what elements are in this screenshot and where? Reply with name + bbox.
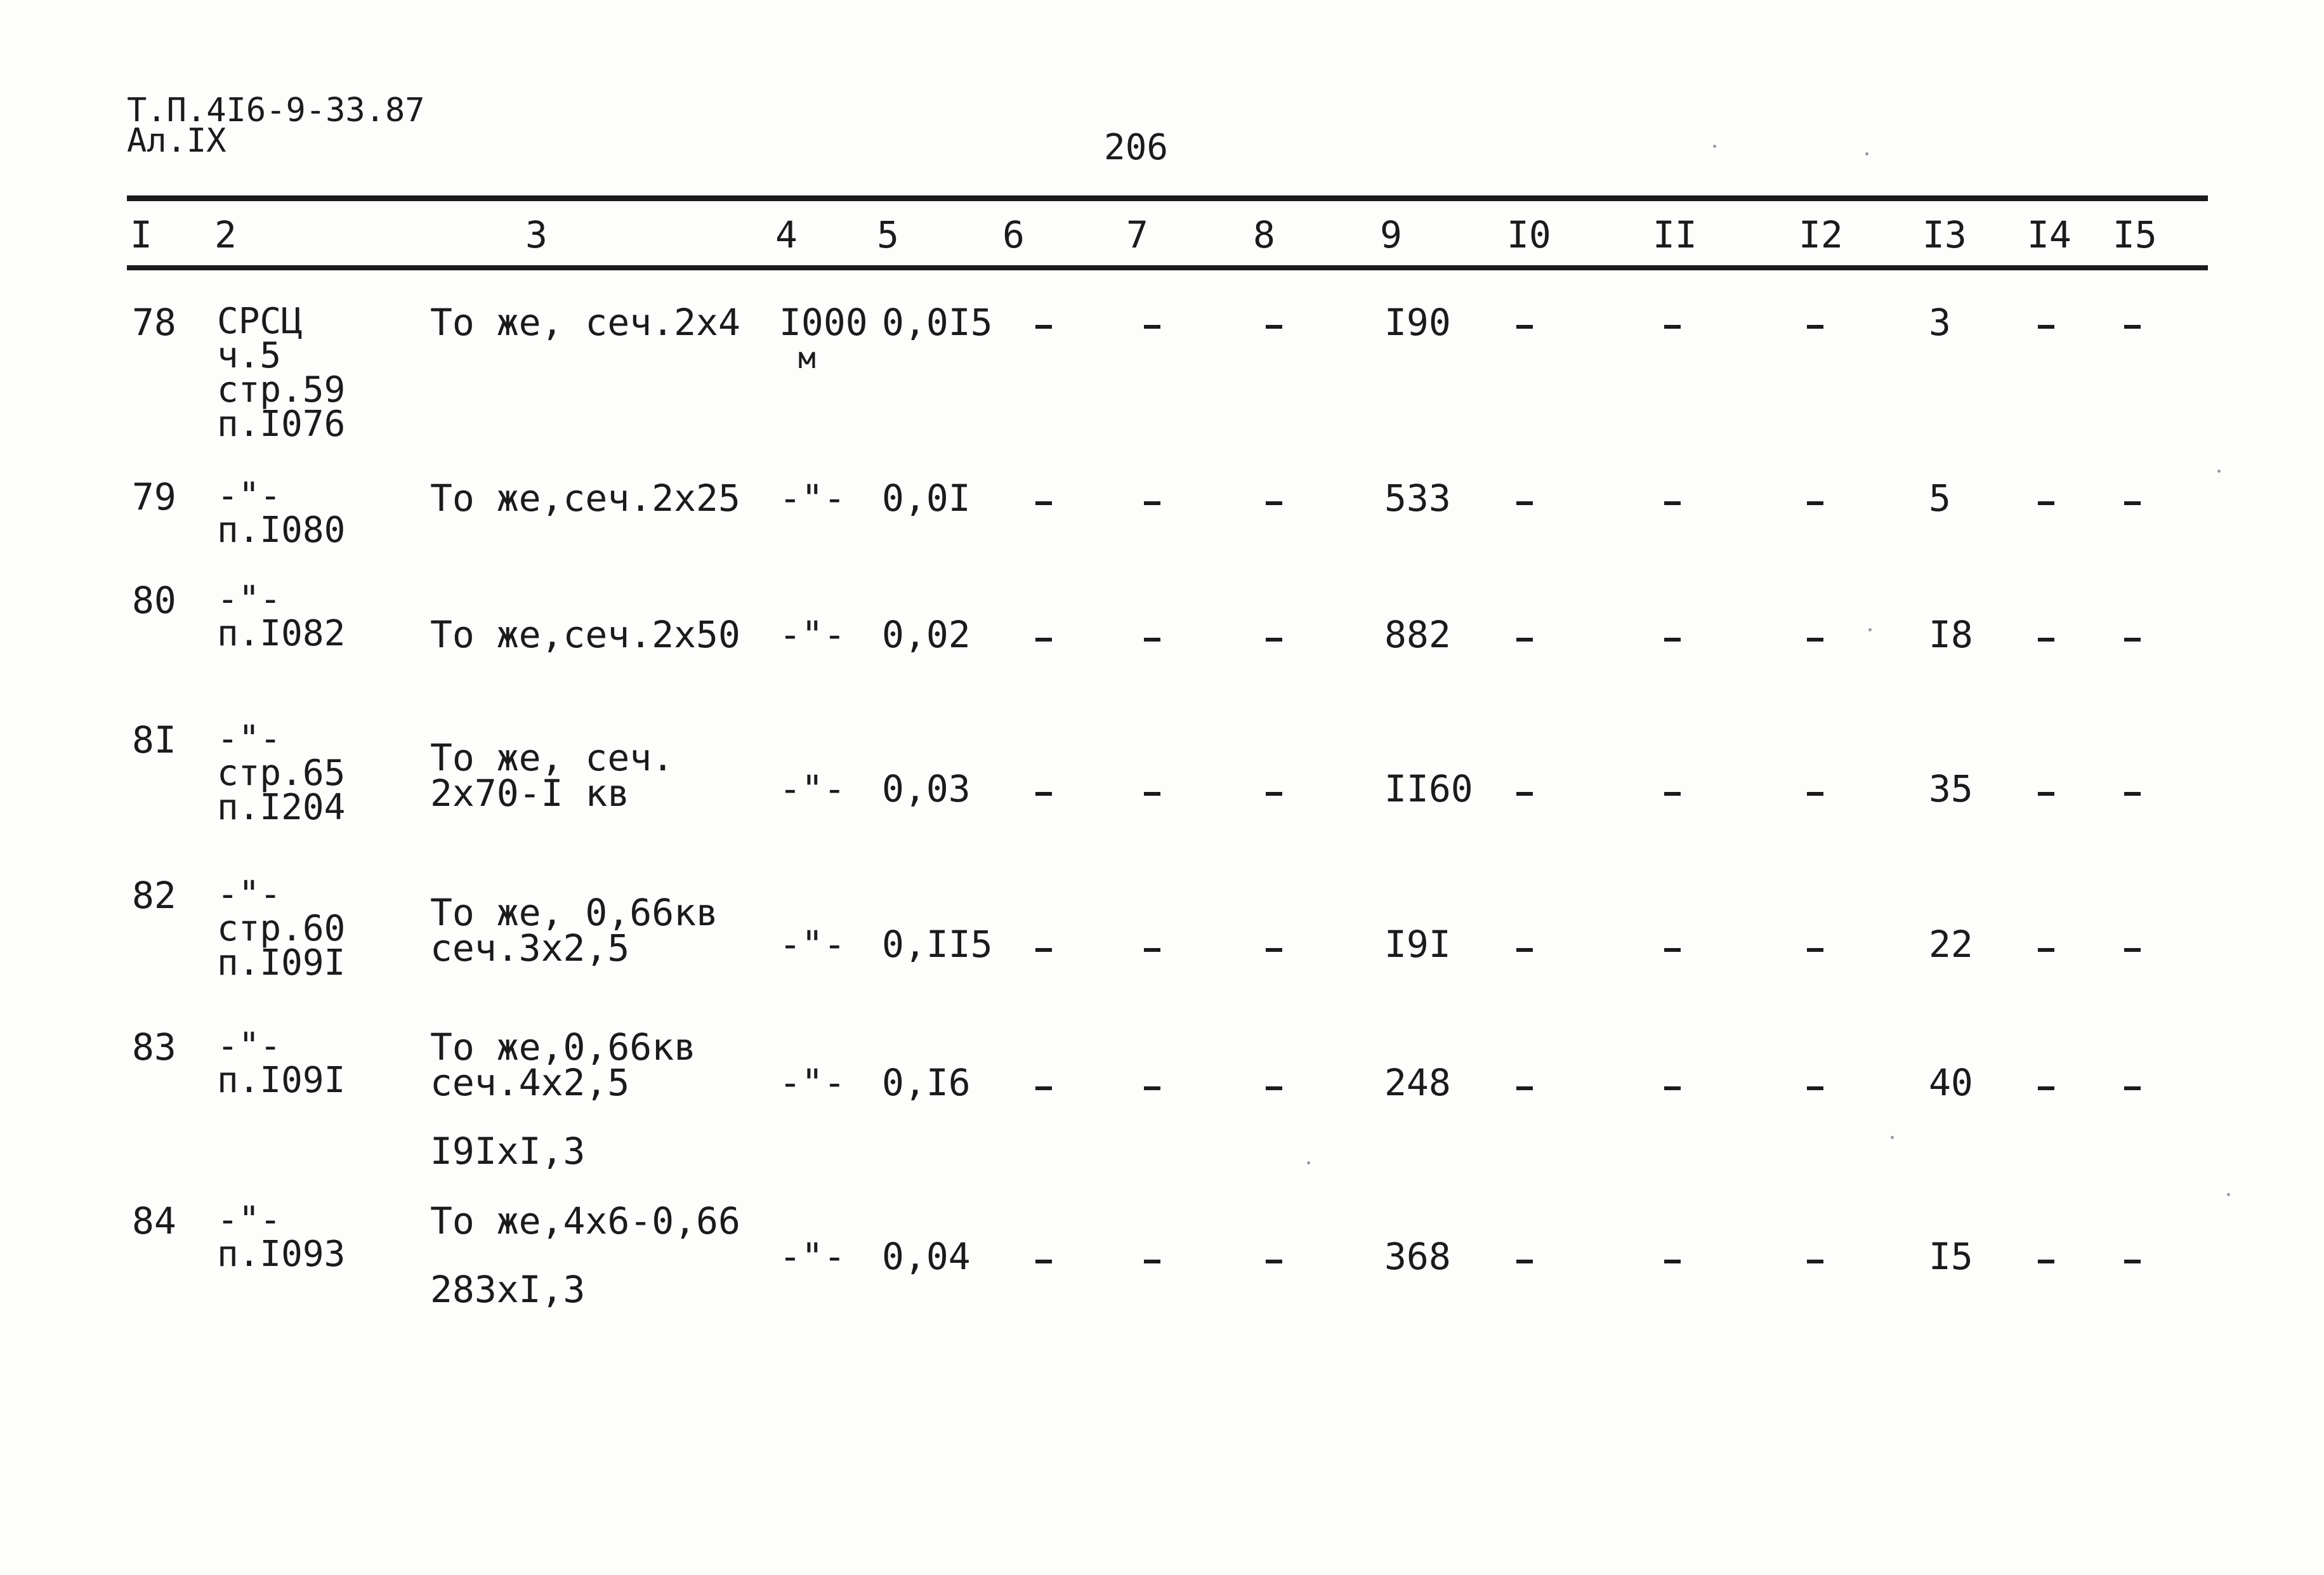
value-col9: 368 xyxy=(1384,1235,1451,1278)
column-header: I xyxy=(130,213,152,256)
column-header: I5 xyxy=(2113,213,2157,256)
empty-cell-dash xyxy=(1035,792,1052,796)
empty-cell-dash xyxy=(1516,948,1533,952)
empty-cell-dash xyxy=(1266,638,1282,642)
empty-cell-dash xyxy=(2124,792,2141,796)
value-col13: 35 xyxy=(1929,767,1973,810)
reference-cell xyxy=(217,301,346,445)
description-line: То же, 0,66кв xyxy=(430,891,718,934)
scan-speck xyxy=(1713,145,1716,148)
reference-line: ч.5 xyxy=(217,335,282,376)
document-header xyxy=(127,91,425,160)
reference-line: п.I082 xyxy=(217,613,346,654)
empty-cell-dash xyxy=(1807,1260,1823,1263)
value-col5: 0,04 xyxy=(882,1235,971,1278)
unit-line: -"- xyxy=(779,923,846,966)
description-line: То же, сеч.2х4 xyxy=(430,301,740,344)
empty-cell-dash xyxy=(1664,948,1681,952)
empty-cell-dash xyxy=(1807,501,1823,505)
column-header: 9 xyxy=(1380,213,1402,256)
empty-cell-dash xyxy=(1144,638,1160,642)
description-cell xyxy=(430,477,740,520)
empty-cell-dash xyxy=(1807,948,1823,952)
empty-cell-dash xyxy=(1144,792,1160,796)
description-cell xyxy=(430,891,718,970)
empty-cell-dash xyxy=(1516,638,1533,642)
scan-speck xyxy=(1868,628,1872,631)
value-col9: 882 xyxy=(1384,613,1451,656)
column-header: 8 xyxy=(1253,213,1275,256)
reference-line: стр.59 xyxy=(217,369,346,411)
empty-cell-dash xyxy=(2124,501,2141,505)
empty-cell-dash xyxy=(1516,1086,1533,1090)
description-line: То же,4х6-0,66 xyxy=(430,1199,740,1242)
value-col13: I5 xyxy=(1929,1235,1973,1278)
reference-line: п.I080 xyxy=(217,510,346,551)
empty-cell-dash xyxy=(1266,501,1282,505)
reference-line: стр.65 xyxy=(217,753,346,794)
reference-line: стр.60 xyxy=(217,908,346,949)
description-line: То же,сеч.2х50 xyxy=(430,613,740,656)
unit-line: -"- xyxy=(779,767,846,810)
empty-cell-dash xyxy=(1144,325,1160,329)
unit-line: -"- xyxy=(779,613,846,656)
empty-cell-dash xyxy=(1266,1086,1282,1090)
reference-cell xyxy=(217,475,346,551)
value-col13: 5 xyxy=(1929,477,1951,520)
value-col5: 0,03 xyxy=(882,767,971,810)
description-cell xyxy=(430,613,740,656)
empty-cell-dash xyxy=(1266,325,1282,329)
column-header: I0 xyxy=(1507,213,1551,256)
value-col9: I9I xyxy=(1384,923,1451,966)
description-line: То же,0,66кв xyxy=(430,1025,697,1069)
empty-cell-dash xyxy=(2038,1260,2054,1263)
empty-cell-dash xyxy=(2038,948,2054,952)
description-line: 2х70-I кв xyxy=(430,772,630,815)
reference-cell xyxy=(217,1199,346,1275)
value-col13: 40 xyxy=(1929,1061,1973,1104)
unit-cell xyxy=(779,477,846,520)
empty-cell-dash xyxy=(1807,325,1823,329)
reference-cell xyxy=(217,874,346,984)
reference-cell xyxy=(217,579,346,654)
column-header: I2 xyxy=(1799,213,1843,256)
empty-cell-dash xyxy=(1807,638,1823,642)
empty-cell-dash xyxy=(2038,638,2054,642)
description-line: То же, сеч. xyxy=(430,736,674,779)
document-code: Т.П.4I6-9-33.87 xyxy=(127,91,425,129)
empty-cell-dash xyxy=(1035,948,1052,952)
reference-line: п.I204 xyxy=(217,787,346,828)
unit-line: I000 xyxy=(779,301,868,344)
empty-cell-dash xyxy=(1664,638,1681,642)
empty-cell-dash xyxy=(1664,792,1681,796)
value-col5: 0,0I xyxy=(882,477,971,520)
empty-cell-dash xyxy=(1807,1086,1823,1090)
unit-cell xyxy=(779,767,846,810)
scan-speck xyxy=(1307,1161,1310,1164)
column-header: I4 xyxy=(2027,213,2071,256)
value-col13: 3 xyxy=(1929,301,1951,344)
row-number: 80 xyxy=(132,579,176,622)
unit-cell xyxy=(779,923,846,966)
unit-line: м xyxy=(798,341,816,375)
reference-line: -"- xyxy=(217,718,282,760)
unit-cell xyxy=(779,1061,846,1104)
value-col9: I90 xyxy=(1384,301,1451,344)
empty-cell-dash xyxy=(1144,1260,1160,1263)
column-header: II xyxy=(1653,213,1697,256)
description-line: сеч.3х2,5 xyxy=(430,926,630,970)
empty-cell-dash xyxy=(1035,638,1052,642)
reference-line: п.I076 xyxy=(217,404,346,445)
empty-cell-dash xyxy=(1516,325,1533,329)
table-top-rule xyxy=(127,195,2208,201)
empty-cell-dash xyxy=(2124,1086,2141,1090)
row-number: 78 xyxy=(132,301,176,344)
row-number: 8I xyxy=(132,718,176,761)
reference-line: -"- xyxy=(217,475,282,517)
empty-cell-dash xyxy=(2038,1086,2054,1090)
reference-line: -"- xyxy=(217,1199,282,1241)
value-col5: 0,I6 xyxy=(882,1061,971,1104)
empty-cell-dash xyxy=(2124,1260,2141,1263)
value-col5: 0,02 xyxy=(882,613,971,656)
empty-cell-dash xyxy=(1035,1260,1052,1263)
empty-cell-dash xyxy=(1144,948,1160,952)
empty-cell-dash xyxy=(1144,501,1160,505)
reference-line: -"- xyxy=(217,579,282,620)
empty-cell-dash xyxy=(1664,1086,1681,1090)
empty-cell-dash xyxy=(1516,501,1533,505)
value-col9: II60 xyxy=(1384,767,1473,810)
description-line: I9IхI,3 xyxy=(430,1130,586,1173)
empty-cell-dash xyxy=(2038,325,2054,329)
empty-cell-dash xyxy=(1266,792,1282,796)
unit-cell xyxy=(779,1235,846,1278)
row-number: 82 xyxy=(132,874,176,917)
empty-cell-dash xyxy=(1035,1086,1052,1090)
page-number: 206 xyxy=(1104,127,1169,168)
row-number: 79 xyxy=(132,475,176,518)
empty-cell-dash xyxy=(1035,325,1052,329)
empty-cell-dash xyxy=(2124,948,2141,952)
reference-line: -"- xyxy=(217,874,282,915)
value-col13: 22 xyxy=(1929,923,1973,966)
reference-line: СРСЦ xyxy=(217,301,303,342)
unit-line: -"- xyxy=(779,1235,846,1278)
column-header: 2 xyxy=(214,213,237,256)
unit-cell xyxy=(779,301,868,376)
table-header-rule xyxy=(127,265,2208,270)
empty-cell-dash xyxy=(1516,1260,1533,1263)
scan-speck xyxy=(1891,1136,1894,1139)
unit-line: -"- xyxy=(779,477,846,520)
scan-speck xyxy=(1865,152,1868,155)
description-cell xyxy=(430,736,674,815)
value-col9: 248 xyxy=(1384,1061,1451,1104)
empty-cell-dash xyxy=(1807,792,1823,796)
description-cell xyxy=(430,1025,697,1173)
empty-cell-dash xyxy=(2038,792,2054,796)
reference-line: -"- xyxy=(217,1025,282,1067)
reference-line: п.I093 xyxy=(217,1234,346,1275)
value-col13: I8 xyxy=(1929,613,1973,656)
column-header: 4 xyxy=(775,213,798,256)
description-cell xyxy=(430,1199,740,1311)
column-header: 3 xyxy=(525,213,548,256)
unit-line: -"- xyxy=(779,1061,846,1104)
empty-cell-dash xyxy=(1266,948,1282,952)
row-number: 83 xyxy=(132,1025,176,1069)
reference-cell xyxy=(217,1025,346,1101)
empty-cell-dash xyxy=(2038,501,2054,505)
column-header: I3 xyxy=(1922,213,1967,256)
empty-cell-dash xyxy=(1664,1260,1681,1263)
empty-cell-dash xyxy=(1144,1086,1160,1090)
empty-cell-dash xyxy=(2124,325,2141,329)
empty-cell-dash xyxy=(2124,638,2141,642)
empty-cell-dash xyxy=(1664,501,1681,505)
empty-cell-dash xyxy=(1664,325,1681,329)
empty-cell-dash xyxy=(1035,501,1052,505)
description-cell xyxy=(430,301,740,344)
column-header: 5 xyxy=(877,213,899,256)
description-line: 283хI,3 xyxy=(430,1268,586,1311)
unit-cell xyxy=(779,613,846,656)
reference-line: п.I09I xyxy=(217,1060,346,1101)
reference-line: п.I09I xyxy=(217,942,346,984)
reference-cell xyxy=(217,718,346,828)
empty-cell-dash xyxy=(1266,1260,1282,1263)
value-col5: 0,II5 xyxy=(882,923,993,966)
scan-speck xyxy=(2217,470,2221,473)
album-label: Ал.IX xyxy=(127,122,226,160)
description-line: сеч.4х2,5 xyxy=(430,1061,630,1104)
value-col5: 0,0I5 xyxy=(882,301,993,344)
empty-cell-dash xyxy=(1516,792,1533,796)
description-line: То же,сеч.2х25 xyxy=(430,477,740,520)
column-header: 6 xyxy=(1002,213,1025,256)
scan-speck xyxy=(2227,1193,2230,1196)
value-col9: 533 xyxy=(1384,477,1451,520)
row-number: 84 xyxy=(132,1199,176,1242)
column-header: 7 xyxy=(1126,213,1148,256)
